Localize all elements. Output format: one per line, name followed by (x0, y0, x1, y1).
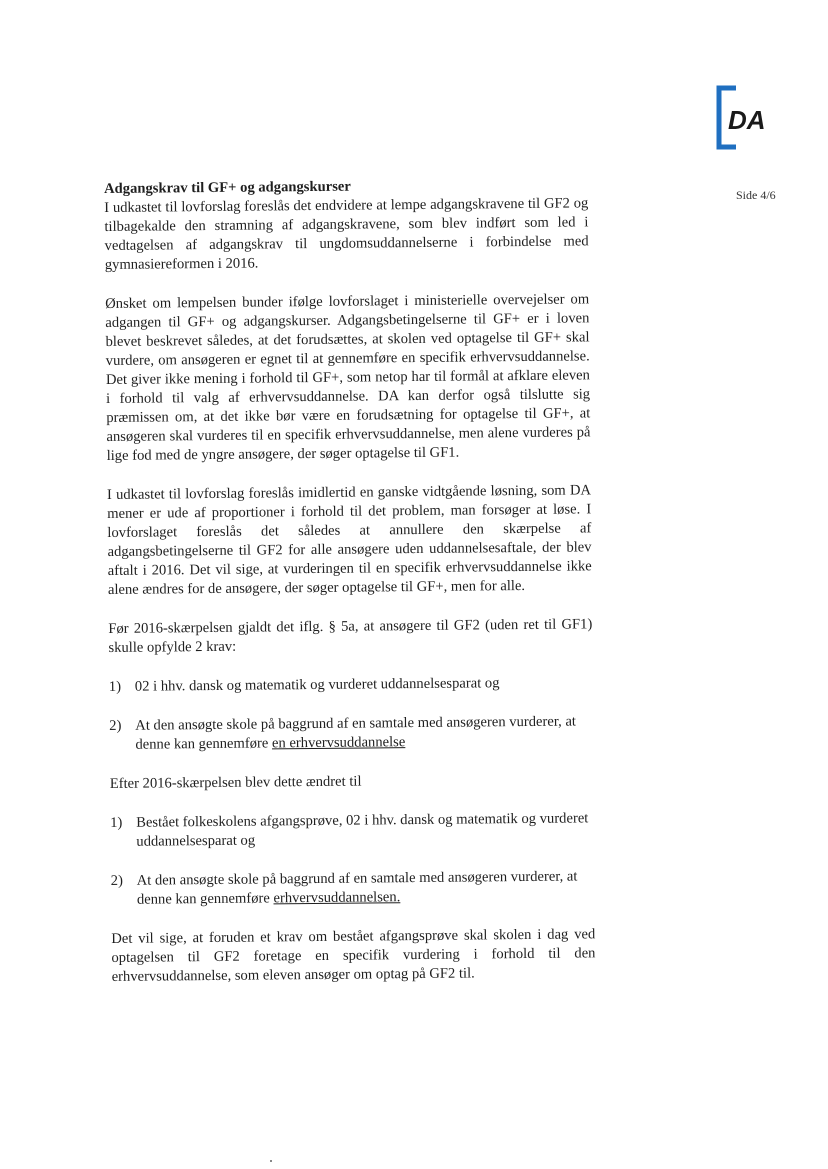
list-text: Bestået folkeskolens afgangsprøve, 02 i hhv. dansk og matematik og vurderet uddannelsesparat og (136, 810, 589, 850)
list-text: At den ansøgte skole på baggrund af en samtale med ansøgeren vurderer, at denne kan gennemføre (135, 713, 577, 753)
underlined-text: en erhvervsuddannelse (271, 734, 406, 752)
list-text: At den ansøgte skole på baggrund af en samtale med ansøgeren vurderer, at denne kan gennemføre (136, 868, 578, 908)
list-item (111, 867, 595, 910)
da-logo (716, 85, 780, 150)
paragraph-6: Det vil sige, at foruden et krav om bestået afgangsprøve skal skolen i dag ved optagelsen til GF2 foretage en specifik vurdering i forhold til den erhvervsuddannelse, som eleven ansøger om optag på GF2 til. (111, 926, 596, 985)
list-text: 02 i hhv. dansk og matematik og vurderet uddannelsesparat og (134, 675, 500, 695)
paragraph-3: I udkastet til lovforslag foreslås imidlertid en ganske vidtgående løsning, som DA mener er ude af proportioner i forhold til det problem, man forsøger at løse. I lovforslaget foreslås det således at annullere den skærpelse af adgangsbetingelserne til GF2 for alle ansøgere uden uddannelsesaftale, der blev aftalt i 2016. Det vil sige, at vurderingen til en specifik erhvervsuddannelse ikke alene ændres for de ansøgere, der søger optagelse til GF+, men for alle. (106, 482, 592, 598)
list-number: 2) (110, 872, 123, 889)
paragraph-2: Ønsket om lempelsen bunder ifølge lovforslaget i ministerielle overvejelser om adgangen til GF+ og adgangskurser. Adgangsbetingelserne til GF+ er i loven blevet beskrevet således, at det forudsættes, at skolen ved optagelse til GF+ skal vurdere, om ansøgeren er egnet til at gennemføre en specifik erhvervsuddannelse. Det giver ikke mening i forhold til GF+, som netop har til formål at afklare eleven i forhold til valg af erhvervsuddannelse. DA kan derfor også tilslutte sig præmissen om, at det ikke bør være en forudsætning for optagelse til GF+, at ansøgeren skal vurderes til en specifik erhvervsuddannelse, men alene vurderes på lige fod med de yngre ansøgere, der søger optagelse til GF1. (105, 291, 591, 464)
list-number: 1) (108, 678, 122, 695)
section-heading: Adgangskrav til GF+ og adgangskurser (104, 178, 351, 197)
scan-speck (270, 1160, 272, 1162)
da-logo-icon (716, 85, 780, 150)
list-number: 2) (109, 717, 122, 734)
list-item (110, 809, 594, 852)
list-item (109, 673, 593, 697)
paragraph-1: I udkastet til lovforslag foreslås det endvidere at lempe adgangskravene til GF2 og tilbagekalde den stramning af adgangskravene, som blev indført som led i vedtagelsen af adgangskrav til ungdomsuddannelserne i forbindelse med gymnasiereformen i 2016. (104, 195, 589, 273)
document-body (104, 175, 596, 1007)
logo-text: DA (728, 105, 766, 135)
paragraph-5: Efter 2016-skærpelsen blev dette ændret til (109, 773, 362, 792)
list-number: 1) (110, 814, 123, 831)
list-item (109, 712, 593, 755)
paragraph-4: Før 2016-skærpelsen gjaldt det iflg. § 5a, at ansøgere til GF2 (uden ret til GF1) skulle opfylde 2 krav: (108, 616, 593, 656)
page-number: Side 4/6 (736, 188, 776, 202)
underlined-text: erhvervsuddannelsen. (273, 889, 401, 907)
